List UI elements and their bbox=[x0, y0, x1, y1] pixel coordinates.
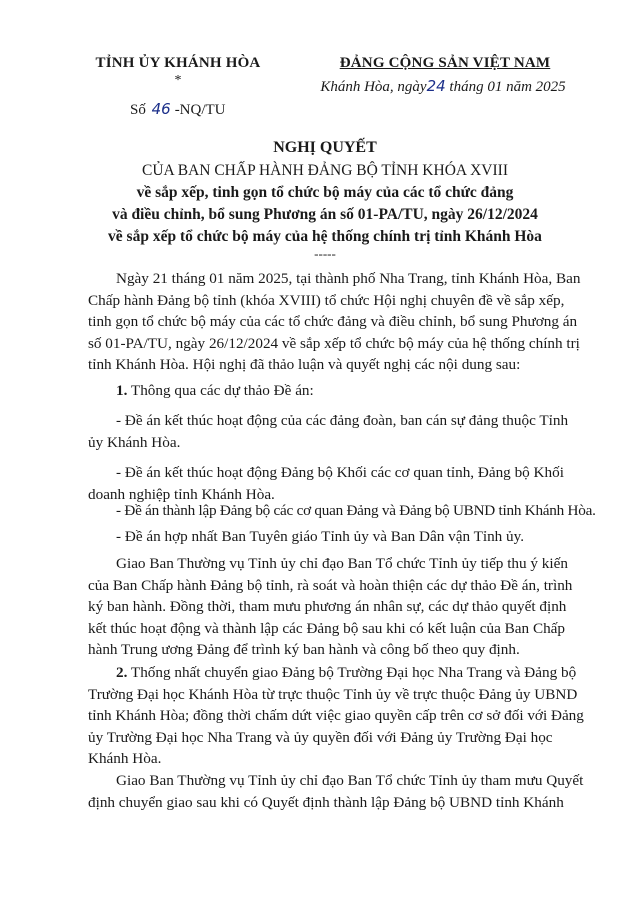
number-suffix: -NQ/TU bbox=[174, 102, 226, 118]
handwritten-number: 46 bbox=[151, 100, 171, 118]
item-1-heading bbox=[88, 380, 576, 402]
date-prefix: Khánh Hòa, ngày bbox=[320, 79, 427, 95]
text-line: định chuyển giao sau khi có Quyết định thành lập Đảng bộ UBND tỉnh Khánh bbox=[88, 793, 564, 811]
party-name: ĐẢNG CỘNG SẢN VIỆT NAM bbox=[339, 55, 551, 71]
text-line: Thống nhất chuyển giao Đảng bộ Trường Đại học Nha Trang và Đảng bộ bbox=[130, 664, 577, 681]
document-number bbox=[130, 100, 226, 119]
document-type-title: NGHỊ QUYẾT bbox=[273, 139, 377, 156]
assignment-paragraph-1 bbox=[88, 553, 576, 661]
title-divider: ----- bbox=[314, 246, 336, 261]
text-line: số 01-PA/TU, ngày 26/12/2024 về sắp xếp tổ chức bộ máy của hệ thống chính trị bbox=[88, 334, 580, 352]
text-line: - Đề án kết thúc hoạt động Đảng bộ Khối các cơ quan tỉnh, Đảng bộ Khối bbox=[116, 464, 564, 481]
assignment-paragraph-2 bbox=[88, 770, 584, 813]
bullet-4 bbox=[88, 526, 576, 548]
text-line: Giao Ban Thường vụ Tỉnh ủy chỉ đạo Ban Tổ chức Tỉnh ủy tham mưu Quyết bbox=[116, 772, 584, 789]
text-line: ủy Khánh Hòa. bbox=[88, 433, 181, 451]
document-date bbox=[308, 77, 578, 96]
text-line: tinh gọn tổ chức bộ máy của các tổ chức đảng và điều chỉnh, bổ sung Phương án bbox=[88, 313, 578, 331]
text-line: - Đề án kết thúc hoạt động của các đảng đoàn, ban cán sự đảng thuộc Tỉnh bbox=[116, 412, 569, 429]
subject-line-3: về sắp xếp tổ chức bộ máy của hệ thống chính trị tỉnh Khánh Hòa bbox=[108, 228, 542, 245]
subject-line-1: về sắp xếp, tinh gọn tổ chức bộ máy của các tổ chức đảng bbox=[136, 184, 514, 201]
text-line: - Đề án thành lập Đảng bộ các cơ quan Đảng và Đảng bộ UBND tỉnh Khánh Hòa. bbox=[116, 502, 596, 519]
bullet-3 bbox=[88, 500, 596, 522]
text-line: tỉnh Khánh Hòa. Hội nghị đã thảo luận và quyết nghị các nội dung sau: bbox=[88, 356, 521, 374]
text-line: Giao Ban Thường vụ Tỉnh ủy chỉ đạo Ban Tổ chức Tỉnh ủy tiếp thu ý kiến bbox=[116, 555, 568, 572]
text-line: hành Trung ương Đảng để trình ký ban hành và công bố theo quy định. bbox=[88, 641, 520, 659]
item-2-paragraph bbox=[88, 662, 584, 770]
text-line: tỉnh Khánh Hòa; đồng thời chấm dứt việc giao quyền cấp trên cơ sở đối với Đảng bbox=[88, 707, 584, 725]
issuer-subtitle: CỦA BAN CHẤP HÀNH ĐẢNG BỘ TỈNH KHÓA XVIII bbox=[142, 162, 508, 179]
text-line: ủy Trường Đại học Nha Trang và ủy quyền đối với Đảng ủy Trường Đại học bbox=[88, 728, 553, 746]
text-line: kết thúc hoạt động và thành lập các Đảng bộ sau khi có kết luận của Ban Chấp bbox=[88, 619, 565, 637]
text-line: Khánh Hòa. bbox=[88, 750, 162, 768]
date-suffix: tháng 01 năm 2025 bbox=[449, 79, 566, 95]
text-line: Ngày 21 tháng 01 năm 2025, tại thành phố Nha Trang, tỉnh Khánh Hòa, Ban bbox=[116, 270, 581, 287]
text-line: Chấp hành Đảng bộ tỉnh (khóa XVIII) tổ chức Hội nghị chuyên đề về sắp xếp, bbox=[88, 291, 565, 309]
text-line: doanh nghiệp tỉnh Khánh Hòa. bbox=[88, 485, 275, 503]
number-prefix: Số bbox=[130, 102, 146, 118]
subject-line-2: và điều chỉnh, bổ sung Phương án số 01-PA/TU, ngày 26/12/2024 bbox=[112, 206, 538, 223]
bullet-1 bbox=[88, 410, 576, 453]
item-1-number: 1. bbox=[116, 382, 128, 399]
bullet-2 bbox=[88, 462, 576, 505]
intro-paragraph bbox=[88, 268, 581, 376]
header-star: * bbox=[174, 73, 182, 88]
text-line: Trường Đại học Khánh Hòa từ trực thuộc Tỉnh ủy về trực thuộc Đảng ủy UBND bbox=[88, 685, 578, 703]
handwritten-day: 24 bbox=[426, 77, 446, 95]
text-line: của Ban Chấp hành Đảng bộ tỉnh, rà soát và hoàn thiện các dự thảo Đề án, trình bbox=[88, 576, 573, 594]
issuing-organization: TỈNH ỦY KHÁNH HÒA bbox=[95, 55, 261, 71]
item-2-number: 2. bbox=[116, 664, 128, 681]
text-line: ký ban hành. Đồng thời, tham mưu phương án nhân sự, các dự thảo quyết định bbox=[88, 598, 567, 616]
item-1-text: Thông qua các dự thảo Đề án: bbox=[130, 382, 314, 399]
text-line: - Đề án hợp nhất Ban Tuyên giáo Tỉnh ủy và Ban Dân vận Tỉnh ủy. bbox=[116, 528, 525, 545]
